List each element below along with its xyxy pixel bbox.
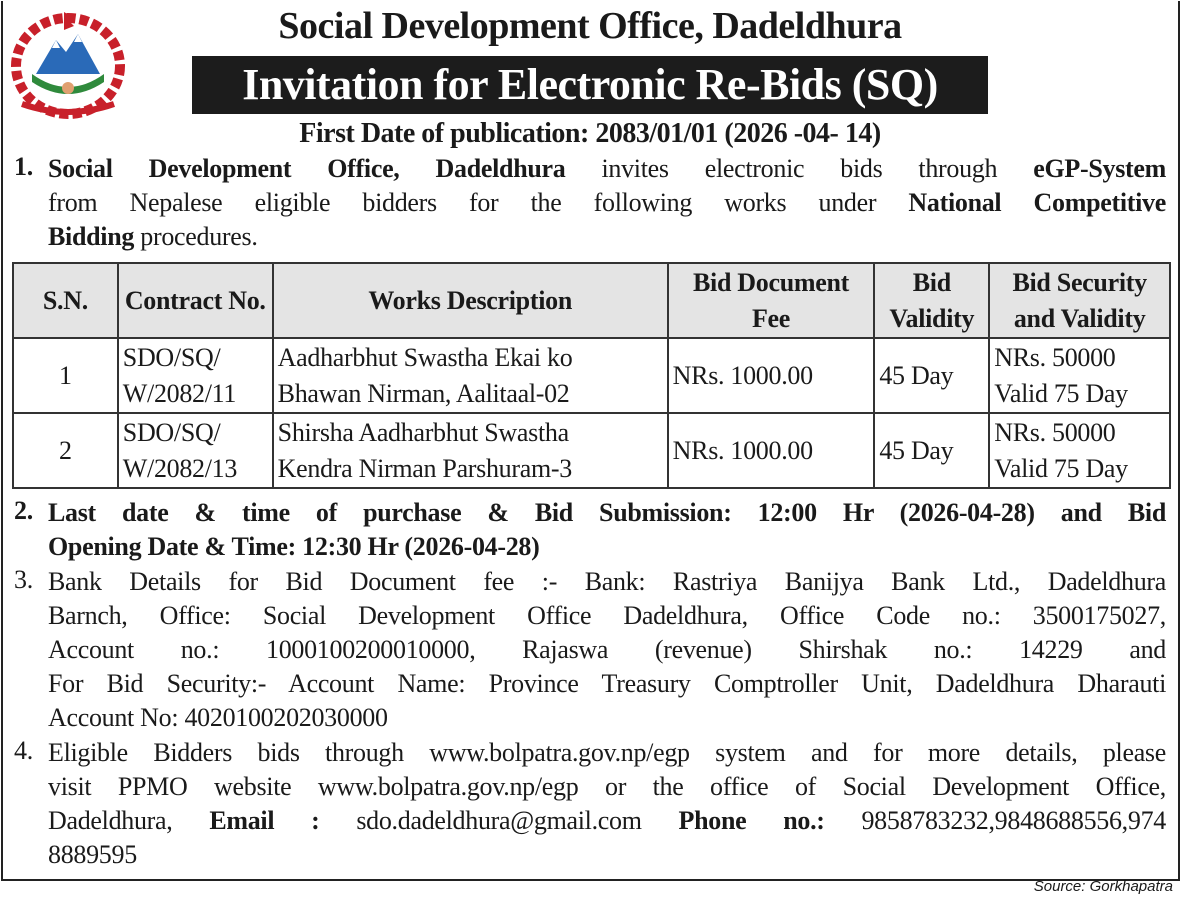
text-segment: Account no.: 1000100200010000, Rajaswa (revenue) Shirshak no.: 14229 and	[48, 635, 1166, 664]
bold-text: Social Development Office, Dadeldhura	[48, 154, 566, 183]
office-name: Social Development Office, Dadeldhura	[278, 5, 902, 47]
col-bid-security: Bid Security and Validity	[989, 263, 1170, 338]
bold-text: Email :	[209, 806, 320, 835]
bold-text: Phone no.:	[678, 806, 825, 835]
cell-bid-fee: NRs. 1000.00	[668, 413, 875, 488]
cell-bid-fee: NRs. 1000.00	[668, 338, 875, 413]
bold-text: Bidding	[48, 222, 135, 251]
text-line	[14, 770, 1166, 804]
bold-text: Last date & time of purchase & Bid Submission: 12:00 Hr (2026-04-28) and Bid	[48, 498, 1166, 527]
paragraph-number: 1.	[14, 152, 33, 181]
cell-contract-no-line: W/2082/13	[122, 453, 238, 483]
cell-contract-no	[118, 338, 273, 413]
cell-contract-no-line: W/2082/11	[122, 378, 237, 408]
table-row	[13, 338, 1170, 413]
bold-text: National Competitive	[908, 188, 1166, 217]
cell-works-description	[273, 413, 668, 488]
cell-works-description-line: Aadharbhut Swastha Ekai ko	[277, 342, 573, 372]
text-line	[14, 701, 1166, 735]
text-segment: Account No: 4020100202030000	[48, 703, 388, 732]
text-segment: For Bid Security:- Account Name: Province Treasury Comptroller Unit, Dadeldhura Dharauti	[48, 669, 1166, 698]
cell-works-description-line: Kendra Nirman Parshuram-3	[277, 453, 572, 483]
text-segment: 8889595	[48, 840, 137, 869]
text-line	[14, 736, 1166, 770]
text-segment: Bank Details for Bid Document fee :- Bank: Rastriya Banijya Bank Ltd., Dadeldhura	[48, 567, 1166, 596]
col-contract-no: Contract No.	[118, 263, 273, 338]
cell-bid-security	[989, 413, 1170, 488]
text-segment: 9858783232,9848688556,974	[824, 806, 1166, 835]
text-line	[14, 152, 1166, 186]
cell-sn: 1	[13, 338, 118, 413]
col-bid-document-fee: Bid Document Fee	[668, 263, 875, 338]
text-segment: Barnch, Office: Social Development Office Dadeldhura, Office Code no.: 3500175027,	[48, 601, 1166, 630]
cell-contract-no	[118, 413, 273, 488]
paragraph-1	[14, 152, 1166, 254]
bold-text: eGP-System	[1033, 154, 1166, 183]
cell-contract-no-line: SDO/SQ/	[122, 342, 221, 372]
text-segment: invites electronic bids through	[565, 154, 1034, 183]
text-segment: Dadeldhura,	[48, 806, 210, 835]
bold-text: Opening Date & Time: 12:30 Hr (2026-04-28)	[48, 532, 540, 561]
text-segment: visit PPMO website www.bolpatra.gov.np/egp or the office of Social Development Office,	[48, 772, 1166, 801]
paragraph-number: 3.	[14, 565, 33, 594]
works-table	[12, 262, 1171, 489]
table-header-row	[13, 263, 1170, 338]
cell-sn: 2	[13, 413, 118, 488]
cell-works-description-line: Shirsha Aadharbhut Swastha	[277, 417, 569, 447]
text-line	[14, 496, 1166, 530]
paragraph-2	[14, 496, 1166, 564]
table-row	[13, 413, 1170, 488]
text-line	[14, 838, 1166, 872]
text-line	[14, 633, 1166, 667]
cell-works-description-line: Bhawan Nirman, Aalitaal-02	[277, 378, 570, 408]
paragraph-number: 2.	[14, 496, 33, 525]
publication-date: First Date of publication: 2083/01/01 (2026 -04- 14)	[299, 118, 881, 149]
text-segment: Eligible Bidders bids through www.bolpatra.gov.np/egp system and for more details, please	[48, 738, 1166, 767]
paragraph-3	[14, 565, 1166, 735]
nepal-emblem-logo	[8, 8, 128, 120]
cell-bid-security-line: NRs. 50000	[994, 342, 1116, 372]
cell-bid-security-line: Valid 75 Day	[994, 378, 1128, 408]
text-segment: sdo.dadeldhura@gmail.com	[319, 806, 679, 835]
source-credit: Source: Gorkhapatra	[1033, 878, 1173, 895]
cell-bid-security-line: Valid 75 Day	[994, 453, 1128, 483]
text-line	[14, 530, 1166, 564]
notice-title: Invitation for Electronic Re-Bids (SQ)	[192, 56, 988, 114]
text-line	[14, 565, 1166, 599]
cell-bid-validity: 45 Day	[874, 338, 989, 413]
cell-contract-no-line: SDO/SQ/	[122, 417, 221, 447]
paragraph-4	[14, 736, 1166, 872]
text-line	[14, 599, 1166, 633]
text-line	[14, 220, 1166, 254]
text-line	[14, 186, 1166, 220]
cell-bid-security-line: NRs. 50000	[994, 417, 1116, 447]
text-segment: procedures.	[134, 222, 258, 251]
text-line	[14, 804, 1166, 838]
cell-works-description	[273, 338, 668, 413]
text-segment: from Nepalese eligible bidders for the following works under	[48, 188, 909, 217]
col-sn: S.N.	[13, 263, 118, 338]
cell-bid-validity: 45 Day	[874, 413, 989, 488]
col-works-description: Works Description	[273, 263, 668, 338]
paragraph-number: 4.	[14, 736, 33, 765]
col-bid-validity: Bid Validity	[874, 263, 989, 338]
cell-bid-security	[989, 338, 1170, 413]
text-line	[14, 667, 1166, 701]
